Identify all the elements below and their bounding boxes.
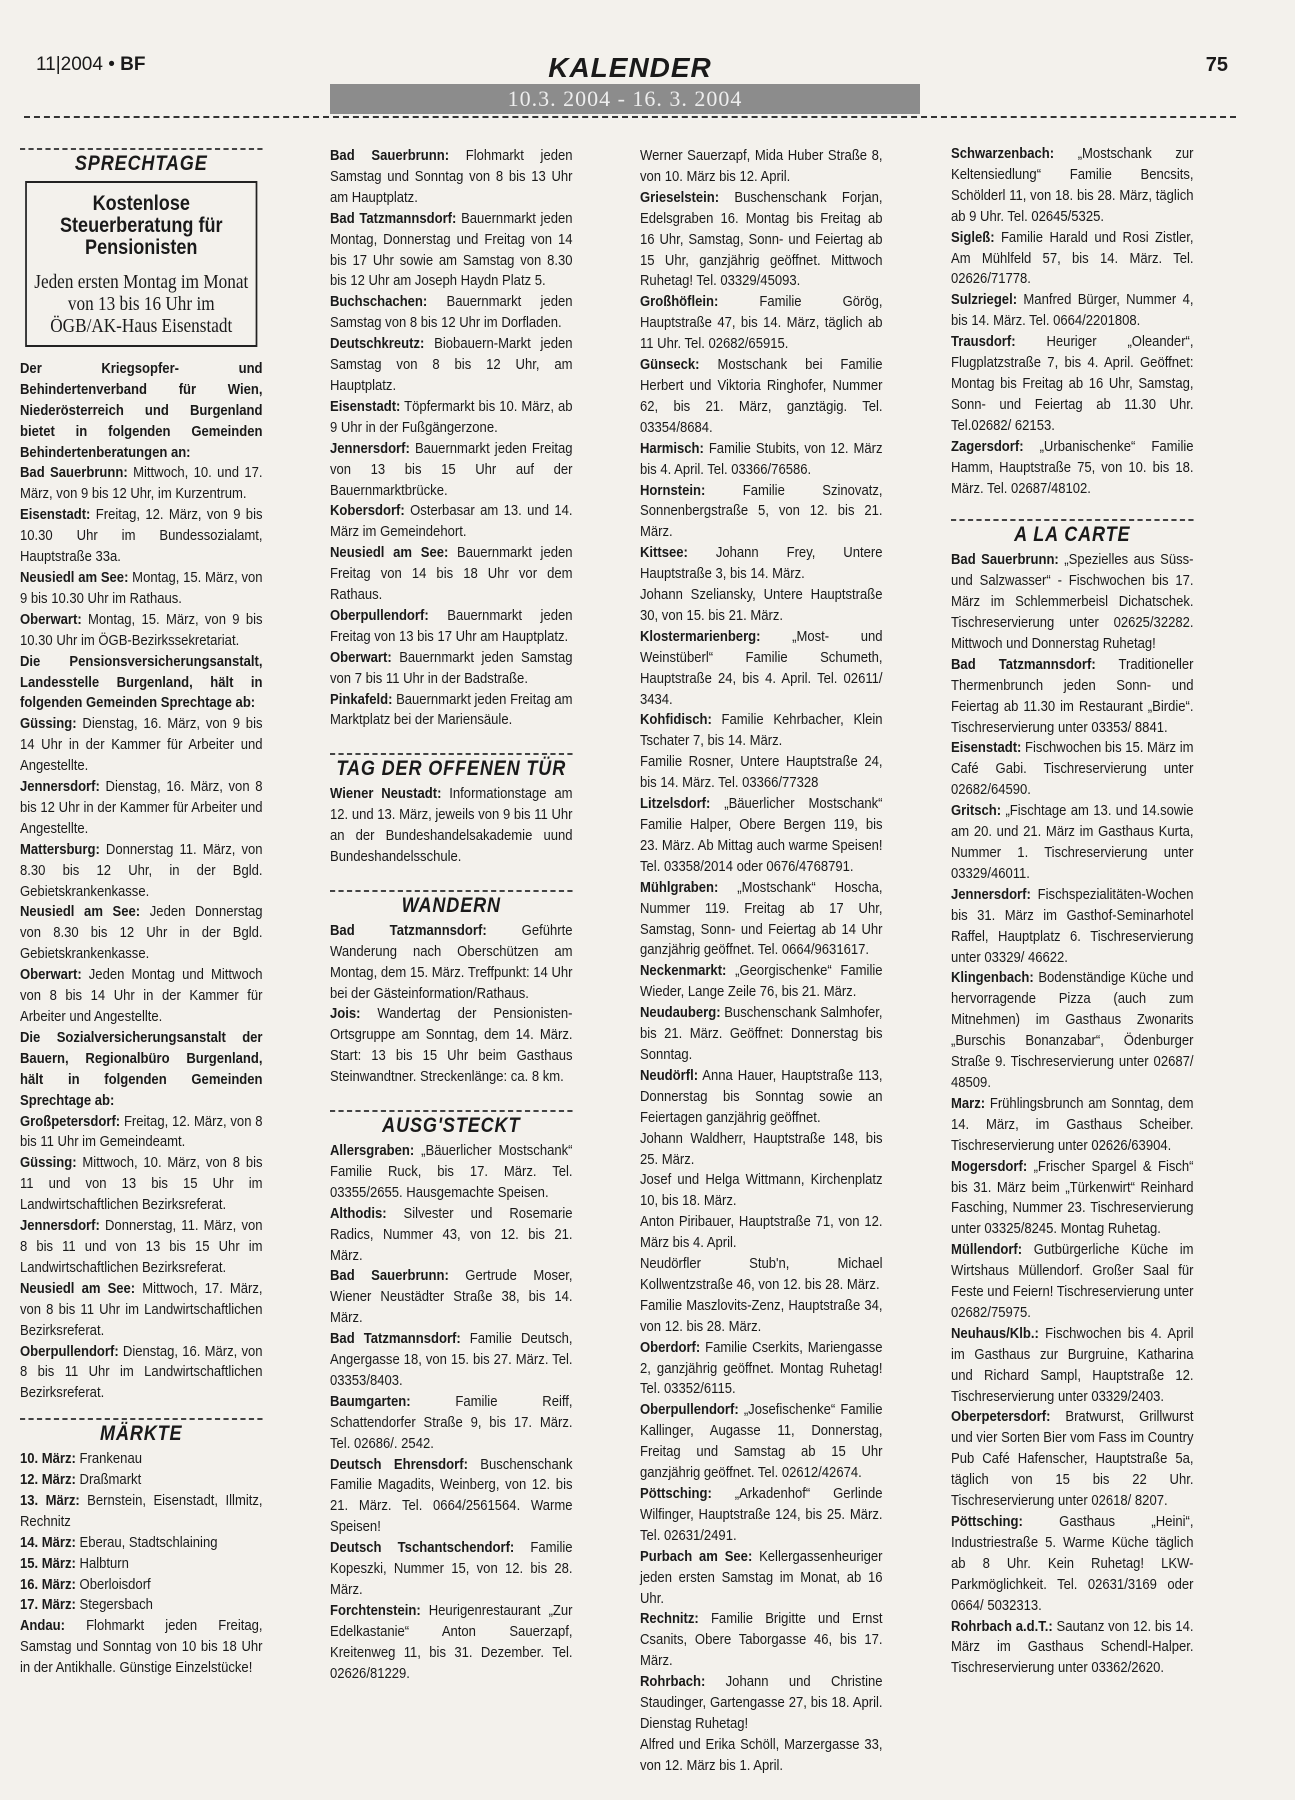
- calendar-entry: [20, 568, 263, 610]
- entry-list: [20, 463, 263, 651]
- entry-text: Kellergassenheuriger jeden ersten Samstag im Monat, ab 16 Uhr.: [640, 1547, 883, 1607]
- calendar-entry: [20, 1153, 263, 1216]
- entry-text: Familie Maszlovits-Zenz, Hauptstraße 34, von 12. bis 28. März.: [640, 1296, 883, 1335]
- entry-text: Heuriger „Oleander“, Flugplatzstraße 7, bis 4. April. Geöffnet: Montag bis Freitag ab 16 Uhr, Samstag, Sonn- und Feiertag ab 11.30 Uhr. Tel.02682/ 62153.: [951, 333, 1194, 434]
- entry-place: Oberwart:: [20, 610, 82, 628]
- entry-place: Kobersdorf:: [330, 502, 405, 520]
- calendar-entry: [20, 1216, 263, 1279]
- calendar-entry: [951, 1617, 1194, 1680]
- entry-text: Familie Brigitte und Ernst Csanits, Obere Taborgasse 46, bis 17. März.: [640, 1610, 883, 1670]
- entry-place: Oberdorf:: [640, 1338, 701, 1356]
- entry-place: Jennersdorf:: [20, 1217, 100, 1235]
- entry-text: Bauernmarkt jeden Freitag von 14 bis 18 Uhr vor dem Rathaus.: [330, 544, 573, 604]
- entry-place: Mogersdorf:: [951, 1157, 1028, 1175]
- entry-place: Oberpetersdorf:: [951, 1408, 1051, 1426]
- calendar-entry: [330, 292, 573, 334]
- calendar-entry: [640, 710, 883, 752]
- entry-text: „Most- und Weinstüberl“ Familie Schumeth, Hauptstraße 24, bis 4. April. Tel. 02611/ 3434.: [640, 627, 883, 708]
- calendar-entry: [951, 801, 1194, 885]
- entry-place: 15. März:: [20, 1554, 76, 1572]
- entry-text: Frankenau: [75, 1450, 142, 1468]
- issue-bullet: •: [108, 54, 115, 75]
- entry-place: Forchtenstein:: [330, 1601, 421, 1619]
- entry-text: Mittwoch, 10. März, von 8 bis 11 und von 13 bis 15 Uhr im Landwirtschaftlichen Bezirksreferat.: [20, 1154, 263, 1214]
- entry-text: Dienstag, 16. März, von 8 bis 11 Uhr im Landwirtschaftlichen Bezirksreferat.: [20, 1342, 263, 1402]
- calendar-entry: [640, 627, 883, 711]
- entry-text: Bauernmarkt jeden Samstag von 8 bis 12 Uhr im Dorfladen.: [330, 293, 573, 332]
- intro-kriegsopfer: Der Kriegsopfer- und Behindertenverband für Wien, Niederösterreich und Burgenland bietet in folgenden Gemeinden Behindertenberatungen an:: [20, 359, 263, 461]
- entry-text: „Fischtage am 13. und 14.sowie am 20. und 21. März im Gasthaus Kurta, Nummer 1. Tischreservierung unter 03329/46011.: [951, 802, 1194, 882]
- entry-text: Biobauern-Markt jeden Samstag von 8 bis 12 Uhr, am Hauptplatz.: [330, 335, 573, 394]
- entry-text: „Urbanischenke“ Familie Hamm, Hauptstraße 75, von 10. bis 18. März. Tel. 02687/48102.: [951, 437, 1194, 497]
- entry-place: Großhöflein:: [640, 293, 719, 311]
- calendar-entry: [951, 1240, 1194, 1324]
- entry-place: Neckenmarkt:: [640, 962, 727, 980]
- entry-text: Geführte Wanderung nach Oberschützen am Montag, dem 15. März. Treffpunkt: 14 Uhr bei der Gästeinformation/Rathaus.: [330, 921, 573, 1002]
- calendar-entry: [20, 610, 263, 652]
- entry-text: Johann und Christine Staudinger, Gartengasse 27, bis 18. April. Dienstag Ruhetag!: [640, 1673, 883, 1732]
- entry-text: Werner Sauerzapf, Mida Huber Straße 8, von 10. März bis 12. April.: [640, 147, 883, 185]
- tax-box-title: Kostenlose Steuerberatung für Pensionisten: [59, 191, 223, 259]
- entry-text: Montag, 15. März, von 9 bis 10.30 Uhr im Rathaus.: [20, 568, 263, 607]
- entry-text: Familie Stubits, von 12. März bis 4. April. Tel. 03366/76586.: [640, 439, 883, 478]
- calendar-entry: [330, 501, 573, 543]
- entry-text: „Frischer Spargel & Fisch“ bis 31. März beim „Türkenwirt“ Reinhard Fasching, Nummer 23. Tischreservierung unter 03325/8245. Montag Ruhetag.: [951, 1157, 1194, 1238]
- calendar-entry: [951, 1094, 1194, 1157]
- entry-place: Rohrbach:: [640, 1673, 706, 1691]
- entry-place: Klostermarienberg:: [640, 627, 761, 645]
- column-1: [20, 140, 263, 1679]
- entry-place: Buchschachen:: [330, 293, 428, 311]
- entry-text: Donnerstag 11. März, von 8.30 bis 12 Uhr, in der Bgld. Gebietskrankenkasse.: [20, 840, 263, 900]
- entry-place: Neusiedl am See:: [20, 568, 129, 586]
- entry-text: Oberloisdorf: [75, 1575, 151, 1593]
- entry-text: „Bäuerlicher Mostschank“ Familie Ruck, bis 17. März. Tel. 03355/2655. Hausgemachte Speisen.: [330, 1141, 573, 1201]
- calendar-entry: [330, 439, 573, 502]
- entry-place: Deutsch Tschantschendorf:: [330, 1539, 515, 1557]
- entry-place: Eisenstadt:: [951, 739, 1022, 757]
- calendar-entry: [640, 1547, 883, 1610]
- entry-text: Bauernmarkt jeden Freitag von 13 bis 15 Uhr auf der Bauernmarktbrücke.: [330, 439, 573, 499]
- entry-place: Bad Tatzmannsdorf:: [330, 1330, 461, 1348]
- entry-place: Hornstein:: [640, 481, 706, 499]
- entry-place: Jennersdorf:: [330, 439, 410, 457]
- entry-place: Trausdorf:: [951, 333, 1016, 351]
- entry-text: Traditioneller Thermenbrunch jeden Sonn- und Feiertag ab 11.30 im Restaurant „Birdie“. Tischreservierung unter 03353/ 8841.: [951, 655, 1194, 736]
- calendar-entry: [951, 655, 1194, 739]
- calendar-entry: [640, 1066, 883, 1129]
- entry-place: Bad Sauerbrunn:: [20, 464, 128, 482]
- calendar-entry: [640, 146, 883, 188]
- calendar-entry: [20, 714, 263, 777]
- entry-place: Kohfidisch:: [640, 711, 712, 729]
- calendar-entry: [951, 1324, 1194, 1408]
- calendar-entry: [20, 840, 263, 903]
- entry-text: Bauernmarkt jeden Montag, Donnerstag und Freitag von 14 bis 17 Uhr sowie am Samstag von 8.30 bis 12 Uhr am Joseph Haydn Platz 5.: [330, 209, 573, 290]
- calendar-entry: [640, 961, 883, 1003]
- intro-pensionsversicherung: Die Pensionsversicherungsanstalt, Landesstelle Burgenland, hält in folgenden Gemeinden Sprechtage ab:: [20, 652, 263, 712]
- calendar-entry: [330, 1329, 573, 1392]
- calendar-entry: [330, 1601, 573, 1685]
- calendar-entry: [951, 1512, 1194, 1617]
- entry-text: Fischwochen bis 15. März im Café Gabi. Tischreservierung unter 02682/64590.: [951, 739, 1194, 799]
- entry-place: Jennersdorf:: [951, 885, 1031, 903]
- section-heading-sprechtage: SPRECHTAGE: [20, 148, 263, 175]
- entry-list: [330, 784, 573, 868]
- calendar-entry: [951, 1157, 1194, 1241]
- entry-text: Buschenschank Forjan, Edelsgraben 16. Montag bis Freitag ab 16 Uhr, Samstag, Sonn- und Feiertag ab 15 Uhr, ganzjährig geöffnet. Mittwoch Ruhetag! Tel. 03329/45093.: [640, 188, 883, 290]
- calendar-entry: [951, 144, 1194, 228]
- entry-place: Wiener Neustadt:: [330, 785, 442, 803]
- entry-text: „Georgischenke“ Familie Wieder, Lange Zeile 76, bis 21. März.: [640, 962, 883, 1001]
- section-heading-tag-der-offenen-tuer: TAG DER OFFENEN TÜR: [330, 753, 573, 780]
- calendar-entry: [20, 1554, 263, 1575]
- entry-text: Stegersbach: [75, 1596, 153, 1614]
- calendar-entry: [951, 1407, 1194, 1512]
- entry-place: Oberwart:: [20, 966, 82, 984]
- entry-list: [20, 1449, 263, 1679]
- entry-text: Familie Cserkits, Mariengasse 2, ganzjährig geöffnet. Montag Ruhetag! Tel. 03352/6115.: [640, 1338, 883, 1398]
- entry-place: 17. März:: [20, 1596, 76, 1614]
- entry-place: Eisenstadt:: [330, 397, 401, 415]
- entry-place: Deutsch Ehrensdorf:: [330, 1455, 468, 1473]
- entry-place: Bad Tatzmannsdorf:: [951, 655, 1096, 673]
- entry-text: Buschenschank Salmhofer, bis 21. März. Geöffnet: Donnerstag bis Sonntag.: [640, 1004, 883, 1063]
- calendar-entry: [330, 1266, 573, 1329]
- section-heading-wandern: WANDERN: [330, 890, 573, 917]
- entry-text: Bauernmarkt jeden Samstag von 7 bis 11 Uhr in der Badstraße.: [330, 648, 573, 687]
- entry-text: Mostschank bei Familie Herbert und Viktoria Ringhofer, Nummer 62, bis 21. März, ganztägig. Tel. 03354/8684.: [640, 356, 883, 436]
- calendar-entry: [330, 1538, 573, 1601]
- entry-text: Familie Kehrbacher, Klein Tschater 7, bis 14. März.: [640, 711, 883, 750]
- entry-text: Flohmarkt jeden Samstag und Sonntag von 8 bis 13 Uhr am Hauptplatz.: [330, 147, 573, 206]
- entry-text: Josef und Helga Wittmann, Kirchenplatz 10, bis 18. März.: [640, 1171, 883, 1210]
- entry-text: Halbturn: [75, 1554, 129, 1572]
- entry-text: „Mostschank“ Hoscha, Nummer 119. Freitag ab 17 Uhr, Samstag, Sonn- und Feiertag ab 14 Uhr ganzjährig geöffnet. Tel. 0664/9631617.: [640, 878, 883, 959]
- entry-text: Alfred und Erika Schöll, Marzergasse 33, von 12. März bis 1. April.: [640, 1735, 883, 1774]
- calendar-entry: [330, 784, 573, 868]
- entry-place: Rohrbach a.d.T.:: [951, 1617, 1053, 1635]
- entry-text: Wandertag der Pensionisten-Ortsgruppe am Sonntag, dem 14. März. Start: 13 bis 15 Uhr beim Gasthaus Steinwandtner. Streckenlänge: ca. 8 km.: [330, 1005, 573, 1086]
- entry-text: Informationstage am 12. und 13. März, jeweils von 9 bis 11 Uhr an der Bundeshandelsakademie uund Bundeshandelsschule.: [330, 785, 573, 865]
- calendar-entry: [330, 543, 573, 606]
- entry-text: Bodenständige Küche und hervorragende Pizza (auch zum Mitnehmen) im Gasthaus Zwonarits „Burschis Bonanzabar“, Ödenburger Straße 9. Tischreservierung unter 02687/ 48509.: [951, 969, 1194, 1091]
- calendar-entry: [20, 463, 263, 505]
- calendar-entry: [20, 1595, 263, 1616]
- calendar-entry: [330, 334, 573, 397]
- page-number: 75: [1205, 54, 1228, 76]
- header-rule: [24, 116, 1236, 118]
- page-header: [24, 52, 1236, 82]
- calendar-entry: [330, 1141, 573, 1204]
- calendar-entry: [20, 1470, 263, 1491]
- entry-text: „Mostschank zur Keltensiedlung“ Familie Bencsits, Schölderl 11, von 18. bis 28. März, täglich ab 9 Uhr. Tel. 02645/5325.: [951, 145, 1194, 225]
- tax-box-text: Jeden ersten Montag im Monat von 13 bis 16 Uhr im ÖGB/AK-Haus Eisenstadt: [34, 270, 249, 337]
- entry-place: Bad Tatzmannsdorf:: [330, 921, 487, 939]
- entry-place: Harmisch:: [640, 439, 704, 457]
- entry-place: Neudauberg:: [640, 1004, 721, 1022]
- entry-text: Mittwoch, 10. und 17. März, von 9 bis 12 Uhr, im Kurzentrum.: [20, 464, 263, 503]
- calendar-entry: [330, 209, 573, 293]
- entry-place: Mühlgraben:: [640, 878, 719, 896]
- entry-text: Frühlingsbrunch am Sonntag, dem 14. März, im Gasthaus Scheiber. Tischreservierung unter 02626/63904.: [951, 1094, 1194, 1154]
- entry-place: Jois:: [330, 1005, 361, 1023]
- entry-place: Althodis:: [330, 1204, 387, 1222]
- calendar-entry: [640, 1003, 883, 1066]
- entry-text: Anna Hauer, Hauptstraße 113, Donnerstag bis Sonntag sowie an Feiertagen ganzjährig geöffnet.: [640, 1066, 883, 1126]
- entry-place: Marz:: [951, 1094, 986, 1112]
- entry-text: „Spezielles aus Süss- und Salzwasser“ - Fischwochen bis 17. März im Schlemmerbeisl Dichatschek. Tischreservierung unter 02625/32282. Mittwoch und Donnerstag Ruhetag!: [951, 551, 1194, 652]
- entry-text: Flohmarkt jeden Freitag, Samstag und Sonntag von 10 bis 18 Uhr in der Antikhalle. Günstige Einzelstücke!: [20, 1617, 263, 1677]
- calendar-entry: [20, 505, 263, 568]
- entry-text: Mittwoch, 17. März, von 8 bis 11 Uhr im Landwirtschaftlichen Bezirksreferat.: [20, 1279, 263, 1339]
- section-heading-maerkte: MÄRKTE: [20, 1418, 263, 1445]
- entry-list: [951, 144, 1194, 499]
- entry-text: Familie Szinovatz, Sonnenbergstraße 5, von 12. bis 21. März.: [640, 481, 883, 541]
- entry-text: Johann Szeliansky, Untere Hauptstraße 30, von 15. bis 21. März.: [640, 586, 883, 624]
- entry-text: Fischspezialitäten-Wochen bis 31. März im Gasthof-Seminarhotel Raffel, Hauptplatz 6. Tischreservierung unter 03329/ 46622.: [951, 885, 1194, 966]
- entry-list: [330, 146, 573, 731]
- calendar-entry: [640, 1170, 883, 1212]
- column-4: [951, 144, 1194, 1679]
- section-title: KALENDER: [548, 52, 712, 83]
- entry-text: Jeden Donnerstag von 8.30 bis 12 Uhr in der Bgld. Gebietskrankenkasse.: [20, 903, 263, 963]
- entry-text: „Bäuerlicher Mostschank“ Familie Halper, Obere Bergen 119, bis 23. März. Ab Mittag auch warme Speisen! Tel. 03358/2014 oder 0676/4768791.: [640, 795, 883, 875]
- entry-text: Draßmarkt: [75, 1471, 142, 1489]
- entry-place: 10. März:: [20, 1450, 76, 1468]
- entry-place: Bad Tatzmannsdorf:: [330, 209, 457, 227]
- entry-place: Bad Sauerbrunn:: [330, 1267, 449, 1285]
- calendar-entry: [330, 690, 573, 732]
- calendar-entry: [20, 1279, 263, 1342]
- calendar-entry: [330, 1392, 573, 1455]
- calendar-entry: [640, 1672, 883, 1735]
- entry-text: Fischwochen bis 4. April im Gasthaus zur Burgruine, Katharina und Richard Sampl, Hauptstraße 12. Tischreservierung unter 03329/2403.: [951, 1324, 1194, 1405]
- entry-text: Manfred Bürger, Nummer 4, bis 14. März. Tel. 0664/2201808.: [951, 291, 1194, 330]
- calendar-entry: [20, 965, 263, 1028]
- entry-place: Sulzriegel:: [951, 291, 1018, 309]
- calendar-entry: [20, 1533, 263, 1554]
- entry-text: Gutbürgerliche Küche im Wirtshaus Müllendorf. Großer Saal für Feste und Feiern! Tischreservierung unter 02682/75975.: [951, 1241, 1194, 1321]
- entry-text: Silvester und Rosemarie Radics, Nummer 43, von 12. bis 21. März.: [330, 1204, 573, 1264]
- calendar-entry: [951, 290, 1194, 332]
- entry-place: Klingenbach:: [951, 969, 1034, 987]
- calendar-entry: [951, 228, 1194, 291]
- entry-text: Johann Waldherr, Hauptstraße 148, bis 25. März.: [640, 1129, 883, 1168]
- entry-text: Familie Rosner, Untere Hauptstraße 24, bis 14. März. Tel. 03366/77328: [640, 753, 883, 792]
- entry-place: Kittsee:: [640, 544, 688, 562]
- entry-text: Osterbasar am 13. und 14. März im Gemeindehort.: [330, 502, 573, 541]
- calendar-entry: [330, 648, 573, 690]
- entry-place: Neudörfl:: [640, 1066, 699, 1084]
- entry-place: Sigleß:: [951, 228, 995, 246]
- entry-text: Sautanz von 12. bis 14. März im Gasthaus Schendl-Halper. Tischreservierung unter 03362/2620.: [951, 1617, 1194, 1677]
- calendar-entry: [640, 543, 883, 585]
- entry-list: [330, 921, 573, 1088]
- entry-text: Bauernmarkt jeden Freitag von 13 bis 17 Uhr am Hauptplatz.: [330, 606, 573, 645]
- entry-text: Jeden Montag und Mittwoch von 8 bis 14 Uhr in der Kammer für Arbeiter und Angestellte.: [20, 966, 263, 1025]
- entry-place: Müllendorf:: [951, 1241, 1023, 1259]
- entry-text: Donnerstag, 11. März, von 8 bis 11 und von 13 bis 15 Uhr im Landwirtschaftlichen Bezirksreferat.: [20, 1217, 263, 1276]
- entry-place: Neusiedl am See:: [330, 544, 449, 562]
- entry-place: Günseck:: [640, 356, 700, 374]
- calendar-entry: [640, 1400, 883, 1484]
- entry-text: Familie Deutsch, Angergasse 18, von 15. bis 27. März. Tel. 03353/8403.: [330, 1330, 573, 1389]
- calendar-entry: [640, 585, 883, 627]
- tax-advice-box: [25, 181, 257, 347]
- entry-place: Purbach am See:: [640, 1547, 753, 1565]
- entry-text: Montag, 15. März, von 9 bis 10.30 Uhr im ÖGB-Bezirkssekretariat.: [20, 610, 263, 649]
- calendar-entry: [951, 332, 1194, 437]
- calendar-entry: [640, 752, 883, 794]
- entry-place: Andau:: [20, 1617, 65, 1635]
- calendar-entry: [640, 878, 883, 962]
- entry-place: Pöttsching:: [951, 1513, 1023, 1530]
- entry-place: Bad Sauerbrunn:: [330, 147, 450, 164]
- calendar-entry: [951, 885, 1194, 969]
- entry-text: Bauernmarkt jeden Freitag am Marktplatz bei der Mariensäule.: [330, 690, 573, 729]
- entry-text: Bernstein, Eisenstadt, Illmitz, Rechnitz: [20, 1491, 263, 1530]
- calendar-entry: [330, 1204, 573, 1267]
- entry-text: Eberau, Stadtschlaining: [75, 1533, 218, 1551]
- entry-text: Johann Frey, Untere Hauptstraße 3, bis 14. März.: [640, 544, 883, 583]
- entry-place: Pöttsching:: [640, 1485, 712, 1502]
- entry-text: Gertrude Moser, Wiener Neustädter Straße 38, bis 14. März.: [330, 1267, 573, 1327]
- entry-place: Mattersburg:: [20, 840, 100, 858]
- entry-place: Rechnitz:: [640, 1610, 699, 1628]
- entry-place: 16. März:: [20, 1575, 76, 1593]
- entry-place: Güssing:: [20, 1154, 77, 1172]
- calendar-entry: [20, 1112, 263, 1154]
- entry-place: Großpetersdorf:: [20, 1112, 121, 1130]
- entry-place: 14. März:: [20, 1533, 76, 1551]
- entry-list: [640, 146, 883, 1777]
- entry-place: Eisenstadt:: [20, 506, 91, 524]
- date-range-bar: 10.3. 2004 - 16. 3. 2004: [330, 84, 920, 114]
- calendar-entry: [640, 1484, 883, 1547]
- entry-text: Anton Piribauer, Hauptstraße 71, von 12. März bis 4. April.: [640, 1213, 883, 1252]
- entry-text: „Arkadenhof“ Gerlinde Wilfinger, Hauptstraße 124, bis 25. März. Tel. 02631/2491.: [640, 1485, 883, 1544]
- entry-text: Dienstag, 16. März, von 9 bis 14 Uhr in der Kammer für Arbeiter und Angestellte.: [20, 715, 263, 775]
- entry-place: Schwarzenbach:: [951, 145, 1055, 162]
- calendar-entry: [20, 902, 263, 965]
- calendar-entry: [640, 481, 883, 544]
- calendar-entry: [951, 968, 1194, 1093]
- calendar-entry: [951, 437, 1194, 500]
- entry-place: Gritsch:: [951, 802, 1002, 820]
- calendar-entry: [330, 921, 573, 1005]
- section-heading-ausgsteckt: AUSG'STECKT: [330, 1110, 573, 1137]
- entry-text: Familie Görög, Hauptstraße 47, bis 14. März, täglich ab 11 Uhr. Tel. 02682/65915.: [640, 293, 883, 353]
- entry-text: Familie Reiff, Schattendorfer Straße 9, bis 17. März. Tel. 02686/. 2542.: [330, 1392, 573, 1452]
- calendar-entry: [951, 550, 1194, 655]
- calendar-entry: [20, 1491, 263, 1533]
- entry-text: Familie Kopeszki, Nummer 15, von 12. bis 28. März.: [330, 1539, 573, 1598]
- calendar-entry: [640, 1609, 883, 1672]
- calendar-entry: [640, 1129, 883, 1171]
- entry-place: Oberwart:: [330, 648, 392, 666]
- column-3: [640, 146, 883, 1777]
- calendar-entry: [20, 1342, 263, 1405]
- calendar-entry: [640, 1735, 883, 1777]
- calendar-entry: [330, 146, 573, 209]
- entry-place: Neusiedl am See:: [20, 903, 141, 921]
- calendar-entry: [330, 1455, 573, 1539]
- entry-place: Jennersdorf:: [20, 778, 100, 796]
- magazine-name: BF: [120, 54, 146, 75]
- calendar-entry: [20, 1616, 263, 1679]
- calendar-entry: [640, 439, 883, 481]
- calendar-entry: [20, 1449, 263, 1470]
- calendar-entry: [330, 606, 573, 648]
- entry-place: Grieselstein:: [640, 188, 720, 206]
- entry-place: Oberpullendorf:: [330, 606, 429, 624]
- entry-text: „Josefischenke“ Familie Kallinger, Augasse 11, Donnerstag, Freitag und Samstag ab 15 Uhr ganzjährig geöffnet. Tel. 02612/42674.: [640, 1401, 883, 1482]
- entry-place: Pinkafeld:: [330, 690, 393, 708]
- entry-list: [951, 550, 1194, 1679]
- issue-number: 11|2004: [36, 54, 103, 75]
- entry-text: Gasthaus „Heini“, Industriestraße 5. Warme Küche täglich ab 8 Uhr. Kein Ruhetag! LKW-Parkmöglichkeit. Tel. 02631/3169 oder 0664/ 5032313.: [951, 1513, 1194, 1614]
- calendar-entry: [330, 1004, 573, 1088]
- entry-list: [20, 1112, 263, 1405]
- entry-place: Güssing:: [20, 715, 77, 733]
- section-heading-a-la-carte: A LA CARTE: [951, 519, 1194, 546]
- entry-place: Deutschkreutz:: [330, 335, 425, 353]
- entry-text: Familie Harald und Rosi Zistler, Am Mühlfeld 57, bis 14. März. Tel. 02626/71778.: [951, 228, 1194, 288]
- calendar-entry: [640, 1296, 883, 1338]
- calendar-entry: [640, 292, 883, 355]
- calendar-entry: [951, 738, 1194, 801]
- calendar-entry: [640, 1212, 883, 1254]
- entry-text: Heurigenrestaurant „Zur Edelkastanie“ Anton Sauerzapf, Kreitenweg 11, bis 31. Dezember. Tel. 02626/81229.: [330, 1601, 573, 1682]
- entry-text: Freitag, 12. März, von 9 bis 10.30 Uhr im Bundessozialamt, Hauptstraße 33a.: [20, 506, 263, 566]
- calendar-entry: [640, 794, 883, 878]
- entry-place: Zagersdorf:: [951, 437, 1024, 455]
- entry-place: Oberpullendorf:: [640, 1401, 739, 1419]
- entry-place: Neuhaus/Klb.:: [951, 1324, 1039, 1342]
- entry-place: 12. März:: [20, 1471, 76, 1489]
- entry-text: Neudörfler Stub'n, Michael Kollwentzstraße 46, von 12. bis 28. März.: [640, 1255, 883, 1293]
- entry-place: Oberpullendorf:: [20, 1342, 119, 1360]
- calendar-entry: [20, 1575, 263, 1596]
- calendar-entry: [640, 188, 883, 293]
- entry-text: Töpfermarkt bis 10. März, ab 9 Uhr in der Fußgängerzone.: [330, 397, 573, 436]
- entry-text: Dienstag, 16. März, von 8 bis 12 Uhr in der Kammer für Arbeiter und Angestellte.: [20, 778, 263, 837]
- calendar-entry: [330, 397, 573, 439]
- column-2: [330, 146, 573, 1685]
- entry-place: Neusiedl am See:: [20, 1279, 136, 1297]
- calendar-entry: [640, 1254, 883, 1296]
- entry-text: Buschenschank Familie Magadits, Weinberg, von 12. bis 21. März. Tel. 0664/2561564. Warme Speisen!: [330, 1455, 573, 1536]
- entry-list: [20, 714, 263, 1028]
- entry-text: Bratwurst, Grillwurst und vier Sorten Bier vom Fass im Country Pub Café Hafenscher, Hauptstraße 5a, täglich von 15 bis 22 Uhr. Tischreservierung unter 02618/ 8207.: [951, 1408, 1194, 1510]
- entry-place: 13. März:: [20, 1491, 80, 1509]
- entry-place: Litzelsdorf:: [640, 795, 711, 813]
- entry-place: Allersgraben:: [330, 1141, 415, 1159]
- entry-text: Freitag, 12. März, von 8 bis 11 Uhr im Gemeindeamt.: [20, 1112, 263, 1151]
- entry-place: Baumgarten:: [330, 1392, 411, 1410]
- entry-place: Bad Sauerbrunn:: [951, 551, 1059, 569]
- intro-sozialversicherung: Die Sozialversicherungsanstalt der Bauern, Regionalbüro Burgenland, hält in folgenden Gemeinden Sprechtage ab:: [20, 1028, 263, 1109]
- calendar-entry: [640, 1338, 883, 1401]
- calendar-entry: [640, 355, 883, 439]
- entry-list: [330, 1141, 573, 1685]
- calendar-entry: [20, 777, 263, 840]
